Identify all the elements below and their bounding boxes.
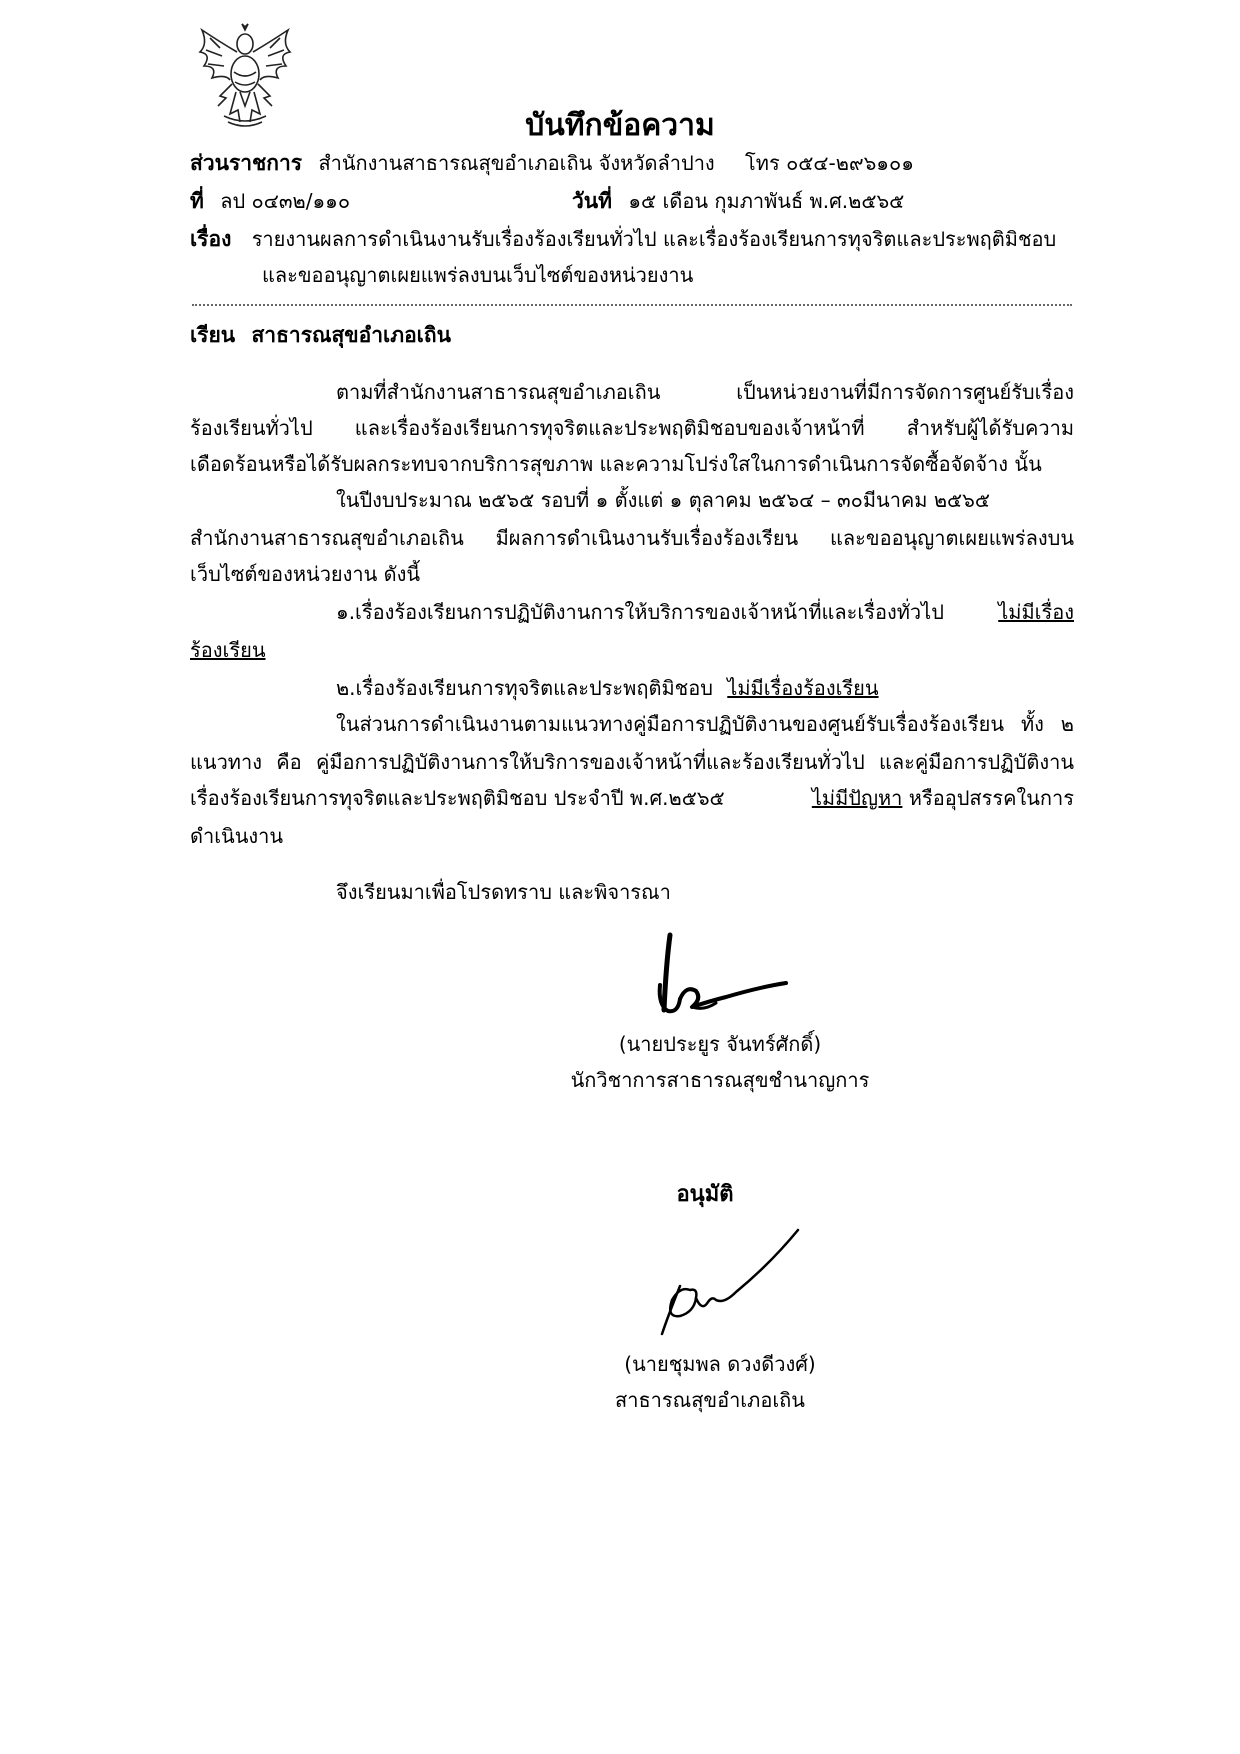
p3-line-1: ในส่วนการดำเนินงานตามแนวทางคู่มือการปฏิบัติงานของศูนย์รับเรื่องร้องเรียน ทั้ง ๒ (336, 712, 1074, 736)
date-label: วันที่ (572, 189, 612, 213)
agency-phone: โทร ๐๕๔-๒๙๖๑๐๑ (745, 151, 914, 175)
item-1-text: ๑.เรื่องร้องเรียนการปฏิบัติงานการให้บริการของเจ้าหน้าที่และเรื่องทั่วไป (336, 600, 944, 624)
p3-line-3a: เรื่องร้องเรียนการทุจริตและประพฤติมิชอบ ประจำปี พ.ศ.๒๕๖๕ (190, 786, 725, 810)
p1-line-2: ร้องเรียนทั่วไป และเรื่องร้องเรียนการทุจริตและประพฤติมิชอบของเจ้าหน้าที่ สำหรับผู้ได้รับความ (190, 416, 1074, 440)
item-1-row (336, 596, 1074, 628)
item-2-result: ไม่มีเรื่องร้องเรียน (727, 676, 879, 700)
p2-line-3: เว็บไซต์ของหน่วยงาน ดังนี้ (190, 562, 421, 586)
salutation-row (190, 320, 451, 350)
signature-1-icon (630, 925, 810, 1025)
item-1-result-b: ร้องเรียน (190, 638, 266, 662)
date-row (572, 186, 904, 216)
ref-label: ที่ (190, 189, 204, 213)
salutation-label: เรียน (190, 323, 236, 347)
approval-label: อนุมัติ (676, 1182, 734, 1207)
header-divider (192, 304, 1072, 306)
agency-value: สำนักงานสาธารณสุขอำเภอเถิน จังหวัดลำปาง (318, 151, 715, 175)
p2-line-2: สำนักงานสาธารณสุขอำเภอเถิน มีผลการดำเนินงานรับเรื่องร้องเรียน และขออนุญาตเผยแพร่ลงบน (190, 526, 1074, 550)
p1-line-3: เดือดร้อนหรือได้รับผลกระทบจากบริการสุขภาพ และความโปร่งใสในการดำเนินการจัดซื้อจัดจ้าง นั้น (190, 452, 1042, 476)
memo-title: บันทึกข้อความ (525, 108, 715, 143)
item-2-row (336, 672, 879, 704)
closing-line: จึงเรียนมาเพื่อโปรดทราบ และพิจารณา (336, 880, 671, 904)
signature-2-icon (640, 1226, 820, 1342)
subject-line-2: และขออนุญาตเผยแพร่ลงบนเว็บไซต์ของหน่วยงาน (262, 263, 694, 287)
ref-row (190, 186, 350, 216)
date-value: ๑๕ เดือน กุมภาพันธ์ พ.ศ.๒๕๖๕ (628, 189, 905, 213)
agency-label: ส่วนราชการ (190, 151, 303, 175)
p2-line-1: ในปีงบประมาณ ๒๕๖๕ รอบที่ ๑ ตั้งแต่ ๑ ตุลาคม ๒๕๖๔ – ๓๐มีนาคม ๒๕๖๕ (336, 488, 990, 512)
subject-line-1: รายงานผลการดำเนินงานรับเรื่องร้องเรียนทั่วไป และเรื่องร้องเรียนการทุจริตและประพฤติมิชอบ (251, 227, 1057, 251)
agency-row (190, 148, 914, 178)
signer-2-position: สาธารณสุขอำเภอเถิน (615, 1388, 805, 1412)
p1-line-1: ตามที่สำนักงานสาธารณสุขอำเภอเถิน เป็นหน่วยงานที่มีการจัดการศูนย์รับเรื่อง (336, 380, 1074, 404)
salutation-value: สาธารณสุขอำเภอเถิน (251, 323, 451, 347)
p3-line-3c: หรืออุปสรรคในการ (908, 786, 1074, 810)
signer-2-name: (นายชุมพล ดวงดีวงศ์) (624, 1352, 816, 1376)
signer-1-name: (นายประยูร จันทร์ศักดิ์) (618, 1032, 822, 1056)
item-2-text: ๒.เรื่องร้องเรียนการทุจริตและประพฤติมิชอบ (336, 676, 713, 700)
p3-line-4: ดำเนินงาน (190, 824, 284, 848)
p3-line-3b: ไม่มีปัญหา (811, 786, 903, 810)
subject-label: เรื่อง (190, 227, 232, 251)
subject-row (190, 224, 1056, 254)
item-1-result-a: ไม่มีเรื่อง (998, 600, 1074, 624)
p3-line-3 (190, 782, 1074, 814)
ref-value: ลป ๐๔๓๒/๑๑๐ (220, 189, 351, 213)
signer-1-position: นักวิชาการสาธารณสุขชำนาญการ (570, 1068, 870, 1092)
p3-line-2: แนวทาง คือ คู่มือการปฏิบัติงานการให้บริการของเจ้าหน้าที่และร้องเรียนทั่วไป และคู่มือการปฏิบัติงาน (190, 750, 1074, 774)
